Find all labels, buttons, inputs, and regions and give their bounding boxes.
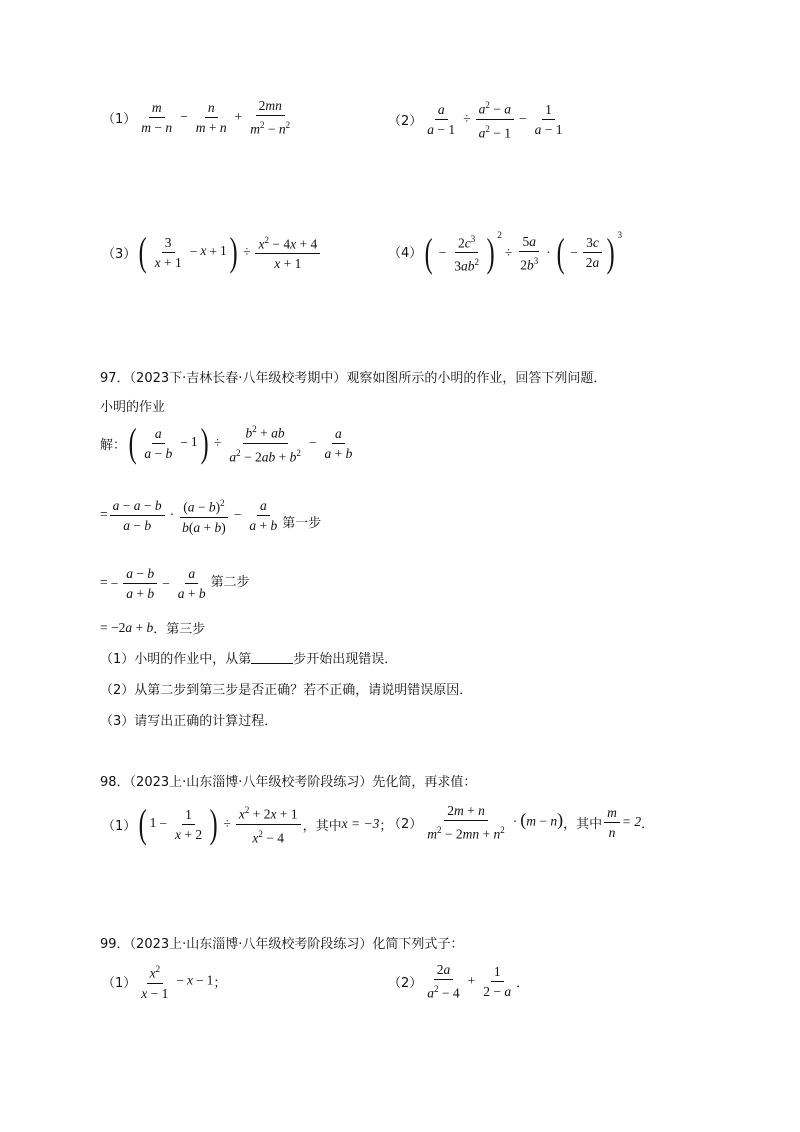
label: （1） (102, 975, 137, 991)
subquestion-text: 步开始出现错误． (293, 652, 398, 667)
expression: $\frac{m}{m - n}$ − $\frac{n}{m + n}$ + $\frac{2mn}{m^2 - n^2}$ (141, 98, 291, 137)
q97-solution-line-3 (100, 618, 205, 637)
expression: $\frac{2m + n}{m^2 - 2mn + n^2}$ · (m − n) (427, 803, 564, 842)
label: （2） (388, 113, 423, 129)
q96-item-2 (388, 98, 567, 140)
semicolon: ； (213, 975, 227, 991)
q98-item-2 (388, 803, 654, 842)
condition: x = −3 (341, 816, 380, 831)
condition-value: = 2 (621, 814, 642, 830)
step-label: ．第三步 (153, 622, 206, 637)
expression: $\frac{2a}{a^2 - 4}$ + $\frac{1}{2 - a}$ (427, 962, 512, 1001)
q97-header: 97．（2023下·吉林长春·八年级校考期中）观察如图所示的小明的作业，回答下列问题． (100, 371, 607, 386)
label: （3） (102, 246, 137, 262)
expression: ( 1 − $\frac{1}{x + 2}$ ) ÷ $\frac{x^2 + 2x + 1}{x^2 - 4}$ (136, 803, 302, 845)
subquestion-text: （1）小明的作业中，从第 (100, 652, 252, 667)
condition: $\frac{m}{n}$ (602, 805, 622, 840)
label: （1） (102, 111, 137, 127)
expression: = −2a + b (100, 619, 154, 635)
q99-item-2 (388, 962, 529, 1001)
label: （2） (388, 816, 423, 832)
q96-item-1 (102, 98, 295, 137)
q96-item-3 (102, 229, 322, 274)
label: （4） (388, 246, 423, 262)
step-label: 第二步 (210, 575, 250, 590)
where-text: ，其中 (302, 818, 342, 834)
q97-subquestion-3: （3）请写出正确的计算过程． (100, 714, 278, 729)
q97-subtitle: 小明的作业 (100, 400, 166, 415)
where-text: ，其中 (563, 816, 603, 832)
q98-item-1 (102, 803, 392, 845)
expression: ( − $\frac{2c^3}{3ab^2}$ ) $^2$÷ $\frac{5a}{2b^3}$ · ( − $\frac{3c}{2a}$ ) $^3$ (424, 229, 623, 275)
expression: = − $\frac{a - b}{a + b}$ − $\frac{a}{a + b}$ (100, 566, 206, 601)
expression: $\frac{a}{a - 1}$ ÷ $\frac{a^2 - a}{a^2 - 1}$ − $\frac{1}{a - 1}$ (427, 100, 563, 140)
label: （2） (388, 975, 423, 991)
period: ． (641, 816, 655, 832)
q98-header: 98．（2023上·山东淄博·八年级校考阶段练习）先化简，再求值： (100, 775, 477, 790)
semicolon: ； (379, 818, 393, 834)
solution-prefix: 解： (100, 437, 127, 453)
q97-solution-line-0 (100, 422, 357, 464)
expression: ( $\frac{3}{x + 1}$ − x + 1) ÷ $\frac{x^2 - 4x + 4}{x + 1}$ (136, 232, 322, 272)
expression: $\frac{x^2}{x - 1}$ − x − 1 (141, 964, 214, 1001)
q97-solution-line-2 (100, 566, 250, 601)
period: ． (516, 975, 530, 991)
q97-subquestion-2: （2）从第二步到第三步是否正确？若不正确，请说明错误原因． (100, 683, 473, 698)
step-label: 第一步 (282, 515, 322, 531)
expression: = $\frac{a - a - b}{a - b}$ · $\frac{(a - b)^2}{b(a + b)}$ − $\frac{a}{a + b}$ (100, 497, 278, 535)
q99-item-1 (102, 962, 226, 1001)
q99-header: 99．（2023上·山东淄博·八年级校考阶段练习）化简下列式子： (100, 937, 464, 952)
label: （1） (102, 818, 137, 834)
expression: ( $\frac{a}{a - b}$ − 1) ÷ $\frac{b^2 + ab}{a^2 - 2ab + b^2}$ − $\frac{a}{a + b}$ (128, 420, 353, 465)
answer-blank[interactable] (251, 651, 293, 664)
q97-solution-line-1 (100, 496, 321, 535)
q97-subquestion-1 (100, 648, 397, 667)
q96-item-4 (388, 230, 622, 274)
